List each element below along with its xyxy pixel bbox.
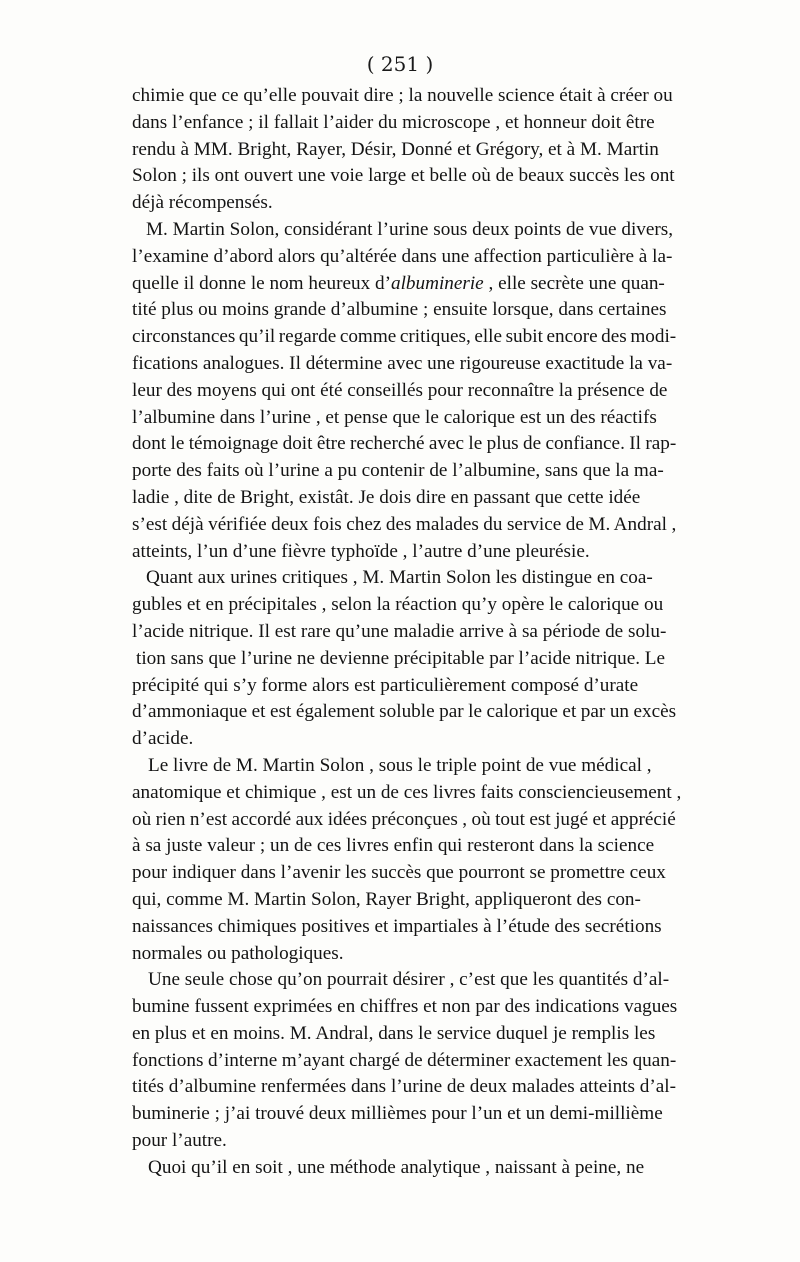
text-line: ladie , dite de Bright, existât. Je dois dire en passant que cette idée: [132, 486, 641, 508]
text-line: naissances chimiques positives et impartiales à l’étude des secrétions: [132, 915, 662, 937]
page-body: [132, 83, 682, 1182]
text-line: l’albumine dans l’urine , et pense que le calorique est un des réactifs: [132, 406, 657, 428]
text-line: rendu à MM. Bright, Rayer, Désir, Donné et Grégory, et à M. Martin: [132, 138, 659, 160]
text-line: buminerie ; j’ai trouvé deux millièmes pour l’un et un demi-millième: [132, 1103, 663, 1125]
paragraph-start-line: M. Martin Solon, considérant l’urine sous deux points de vue divers,: [146, 218, 674, 240]
text-line: précipité qui s’y forme alors est particulièrement composé d’urate: [132, 674, 639, 696]
italic-term: albuminerie: [390, 272, 484, 294]
text-line: dont le témoignage doit être recherché avec le plus de confiance. Il rap-: [132, 433, 677, 455]
text-line: en plus et en moins. M. Andral, dans le service duquel je remplis les: [132, 1022, 656, 1044]
text-line: gubles et en précipitales , selon la réaction qu’y opère le calorique ou: [132, 594, 664, 616]
text-line: fications analogues. Il détermine avec une rigoureuse exactitude la va-: [132, 352, 673, 374]
text-line: porte des faits où l’urine a pu contenir de l’albumine, sans que la ma-: [132, 460, 664, 482]
text-line: bumine fussent exprimées en chiffres et non par des indications vagues: [132, 996, 678, 1018]
text-line: fonctions d’interne m’ayant chargé de déterminer exactement les quan-: [132, 1049, 677, 1071]
page-number: ( 251 ): [366, 52, 434, 76]
text-line: [132, 271, 676, 298]
text-line: tion sans que l’urine ne devienne précipitable par l’acide nitrique. Le: [136, 647, 666, 669]
text-fragment: quelle il donne le nom heureux d’: [132, 272, 391, 294]
paragraph-start-line: Quant aux urines critiques , M. Martin Solon les distingue en coa-: [146, 567, 653, 589]
text-line: leur des moyens qui ont été conseillés pour reconnaître la présence de: [132, 379, 668, 401]
text-line: tités d’albumine renfermées dans l’urine de deux malades atteints d’al-: [132, 1076, 676, 1098]
paragraph-start-line: Le livre de M. Martin Solon , sous le triple point de vue médical ,: [148, 754, 652, 776]
paragraph-start-line: Une seule chose qu’on pourrait désirer , c’est que les quantités d’al-: [148, 969, 670, 991]
text-line: pour l’autre.: [132, 1130, 227, 1152]
text-line: chimie que ce qu’elle pouvait dire ; la nouvelle science était à créer ou: [132, 85, 673, 106]
text-line: déjà récompensés.: [132, 192, 273, 214]
text-line: qui, comme M. Martin Solon, Rayer Bright, appliqueront des con-: [132, 888, 641, 910]
text-line: s’est déjà vérifiée deux fois chez des malades du service de M. Andral ,: [132, 513, 677, 535]
text-line: dans l’enfance ; il fallait l’aider du microscope , et honneur doit être: [132, 111, 655, 133]
text-line: où rien n’est accordé aux idées préconçues , où tout est jugé et apprécié: [132, 808, 676, 830]
text-line: anatomique et chimique , est un de ces livres faits consciencieusement ,: [132, 781, 682, 803]
text-line: l’acide nitrique. Il est rare qu’une maladie arrive à sa période de solu-: [132, 620, 667, 642]
text-fragment: , elle secrète une quan-: [483, 272, 665, 294]
text-line: d’acide.: [132, 728, 194, 750]
text-line: tité plus ou moins grande d’albumine ; ensuite lorsque, dans certaines: [132, 299, 667, 321]
text-line: à sa juste valeur ; un de ces livres enfin qui resteront dans la science: [132, 835, 655, 857]
text-line: circonstances qu’il regarde comme critiques, elle subit encore des modi-: [132, 326, 677, 348]
paragraph-start-line: Quoi qu’il en soit , une méthode analytique , naissant à peine, ne: [148, 1156, 645, 1178]
text-line: pour indiquer dans l’avenir les succès que pourront se promettre ceux: [132, 862, 666, 884]
text-line: d’ammoniaque et est également soluble par le calorique et par un excès: [132, 701, 677, 723]
text-line: atteints, l’un d’une fièvre typhoïde , l’autre d’une pleurésie.: [132, 540, 590, 562]
text-line: normales ou pathologiques.: [132, 942, 344, 964]
text-line: l’examine d’abord alors qu’altérée dans une affection particulière à la-: [132, 245, 673, 267]
text-line: Solon ; ils ont ouvert une voie large et belle où de beaux succès les ont: [132, 165, 675, 187]
